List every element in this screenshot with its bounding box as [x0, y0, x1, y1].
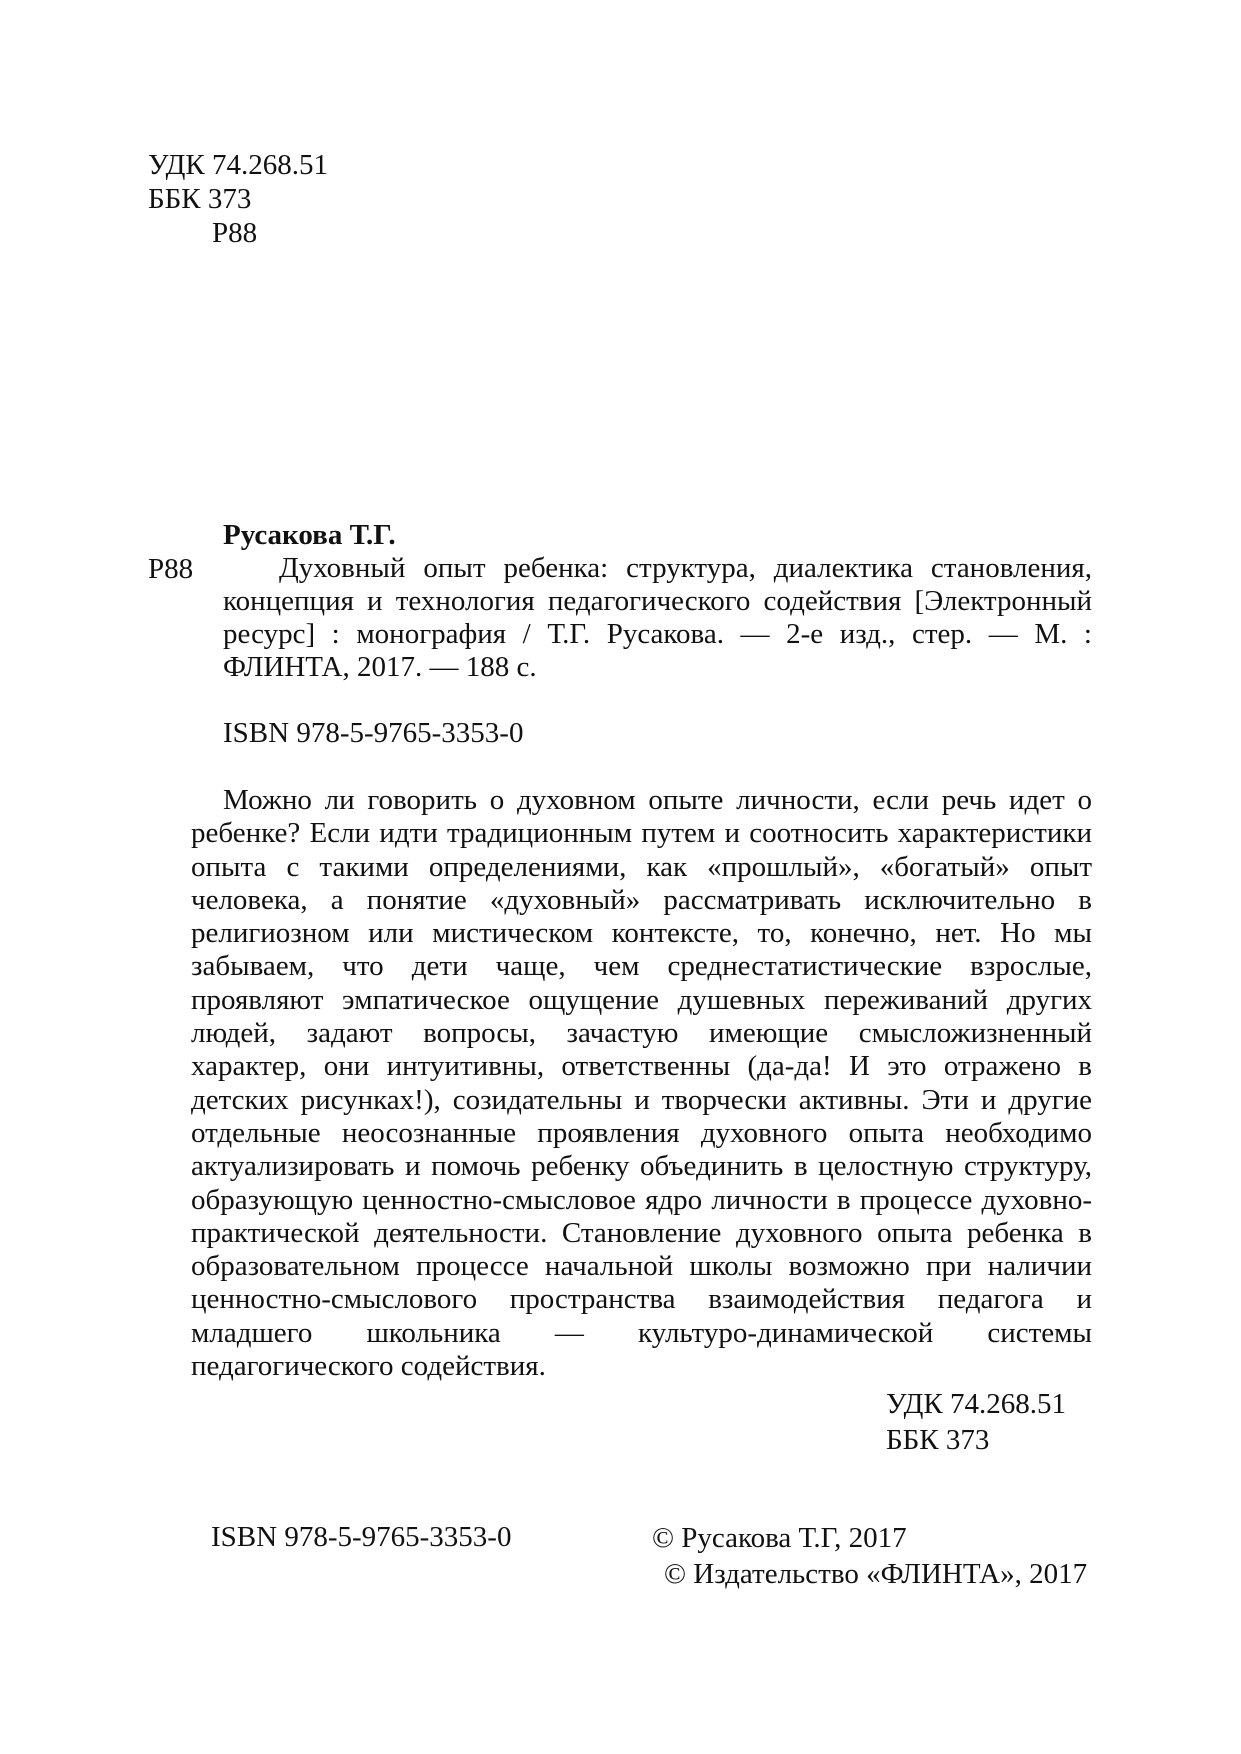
abstract-line: ценностно-смыслового пространства взаимодействия педагога и	[191, 1283, 1092, 1316]
abstract-line: человека, а понятие «духовный» рассматривать исключительно в	[191, 883, 1092, 916]
abstract-line: отдельные неосознанные проявления духовного опыта необходимо	[191, 1116, 1092, 1149]
bib-line: ФЛИНТА, 2017. — 188 с.	[223, 651, 537, 683]
bibliographic-description	[223, 552, 1092, 684]
bottom-classification	[886, 1386, 1066, 1458]
abstract-line: практической деятельности. Становление духовного опыта ребенка в	[191, 1216, 1092, 1249]
entry-card-mark: Р88	[148, 553, 194, 585]
top-classification	[148, 148, 328, 250]
udk-code: УДК 74.268.51	[886, 1388, 1066, 1420]
abstract-line: Можно ли говорить о духовном опыте личности, если речь идет о	[223, 784, 1092, 816]
abstract-line: образующую ценностно-смысловое ядро личности в процессе духовно-	[191, 1183, 1092, 1216]
bib-line: концепция и технология педагогического содействия [Электронный	[223, 585, 1092, 617]
copyright-block	[652, 1520, 1087, 1592]
abstract-line: актуализировать и помочь ребенку объединить в целостную структуру,	[191, 1150, 1092, 1183]
abstract-line: педагогического содействия.	[191, 1350, 546, 1383]
footer-isbn: ISBN 978-5-9765-3353-0	[211, 1521, 512, 1553]
abstract-line: образовательном процессе начальной школы возможно при наличии	[191, 1250, 1092, 1283]
abstract	[191, 784, 1092, 1383]
bib-line: ресурс] : монография / Т.Г. Русакова. — 2-е изд., стер. — М. :	[223, 618, 1092, 650]
author-mark: Р88	[212, 217, 258, 249]
abstract-line: проявляют эмпатическое ощущение душевных переживаний других	[191, 983, 1092, 1016]
bib-line: Духовный опыт ребенка: структура, диалектика становления,	[279, 552, 1092, 584]
entry-isbn: ISBN 978-5-9765-3353-0	[223, 717, 524, 749]
udk-code: УДК 74.268.51	[148, 149, 328, 181]
abstract-line: младшего школьника — культуро-динамической системы	[191, 1316, 1092, 1349]
abstract-line: ребенке? Если идти традиционным путем и соотносить характеристики	[191, 817, 1092, 850]
abstract-line: людей, задают вопросы, зачастую имеющие смысложизненный	[191, 1017, 1092, 1050]
abstract-line: опыта с такими определениями, как «прошлый», «богатый» опыт	[191, 850, 1092, 883]
copyright-author: © Русакова Т.Г, 2017	[652, 1522, 907, 1554]
abstract-line: характер, они интуитивны, ответственны (да-да! И это отражено в	[191, 1050, 1092, 1083]
abstract-line: забываем, что дети чаще, чем среднестатистические взрослые,	[191, 950, 1092, 983]
abstract-line: религиозном или мистическом контексте, то, конечно, нет. Но мы	[191, 917, 1092, 950]
entry-author: Русакова Т.Г.	[223, 519, 396, 551]
bbk-code: ББК 373	[886, 1424, 990, 1456]
copyright-publisher: © Издательство «ФЛИНТА», 2017	[664, 1558, 1088, 1590]
bbk-code: ББК 373	[148, 183, 252, 215]
abstract-line: детских рисунках!), созидательны и творчески активны. Эти и другие	[191, 1083, 1092, 1116]
